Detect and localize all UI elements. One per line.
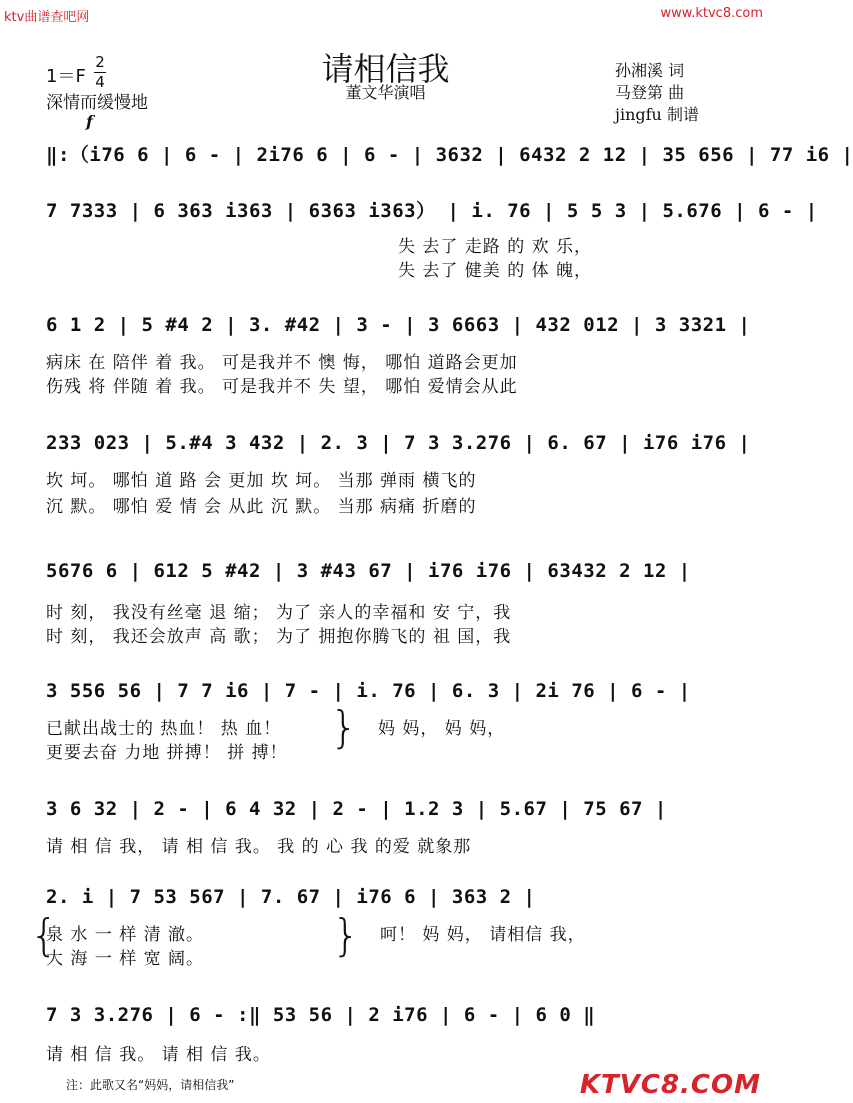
staff-row-2: 7 7333 | 6 363 i363 | 6363 i363） | i. 76 | 5 5 3 | 5.676 | 6 - | (46, 200, 818, 222)
lyric-row-6b: 更要去奋 力地 拼搏！ 拼 搏！ (46, 743, 288, 763)
brace-right-row-8: } (332, 910, 360, 961)
staff-row-9: 7 3 3.276 | 6 - :‖ 53 56 | 2 i76 | 6 - | 6 0 ‖ (46, 1004, 596, 1026)
brace-right-row-6: } (330, 702, 358, 753)
lyric-row-4a: 坎 坷。 哪怕 道 路 会 更加 坎 坷。 当那 弹雨 横飞的 (46, 471, 477, 491)
watermark-top-right: www.ktvc8.com (660, 6, 763, 21)
staff-row-7: 3 6 32 | 2 - | 6 4 32 | 2 - | 1.2 3 | 5.67 | 75 67 | (46, 798, 667, 820)
song-title: 请相信我 (321, 50, 450, 88)
lyric-row-2a: 失 去了 走路 的 欢 乐， (398, 237, 593, 257)
staff-row-4: 233 023 | 5.#4 3 432 | 2. 3 | 7 3 3.276 | 6. 67 | i76 i76 | (46, 432, 751, 454)
brace-left-row-8: { (30, 910, 58, 961)
dynamic-marking: f (86, 112, 93, 131)
lyric-row-2b: 失 去了 健美 的 体 魄， (398, 261, 593, 281)
staff-row-6: 3 556 56 | 7 7 i6 | 7 - | i. 76 | 6. 3 | 2i 76 | 6 - | (46, 680, 691, 702)
time-numerator: 2 (95, 53, 105, 71)
lyric-row-3a: 病床 在 陪伴 着 我。 可是我并不 懊 悔， 哪怕 道路会更加 (46, 353, 518, 373)
transcriber: jingfu 制谱 (615, 105, 699, 124)
key-signature: 1＝F (46, 66, 86, 87)
lyric-row-6a: 已献出战士的 热血！ 热 血！ (46, 719, 282, 739)
lyric-row-6c: 妈 妈， 妈 妈， (378, 719, 506, 739)
watermark-top-left: ktv曲谱查吧网 (4, 10, 90, 25)
credits (615, 60, 699, 126)
lyric-row-5b: 时 刻， 我还会放声 高 歌； 为了 拥抱你腾飞的 祖 国，我 (46, 627, 512, 647)
lyric-row-8b: 大 海 一 样 宽 阔。 (46, 949, 205, 969)
watermark-bottom-right: KTVC8.COM (579, 1070, 761, 1100)
staff-row-5: 5676 6 | 612 5 #42 | 3 #43 67 | i76 i76 | 63432 2 12 | (46, 560, 691, 582)
composer: 马登第 曲 (615, 83, 685, 102)
time-signature (94, 55, 106, 90)
lyric-row-4b: 沉 默。 哪怕 爱 情 会 从此 沉 默。 当那 病痛 折磨的 (46, 497, 477, 517)
lyric-row-3b: 伤残 将 伴随 着 我。 可是我并不 失 望， 哪怕 爱情会从此 (46, 377, 518, 397)
lyric-row-8c: 呵！ 妈 妈， 请相信 我， (380, 925, 586, 945)
time-denominator: 4 (95, 73, 105, 91)
lyric-row-8a: 泉 水 一 样 清 澈。 (46, 925, 205, 945)
staff-row-1: ‖:（i76 6 | 6 - | 2i76 6 | 6 - | 3632 | 6432 2 12 | 35 656 | 77 i6 | (46, 144, 853, 166)
tempo-marking: 深情而缓慢地 (46, 93, 148, 113)
singer-credit: 董文华演唱 (345, 83, 426, 102)
lyric-row-7a: 请 相 信 我， 请 相 信 我。 我 的 心 我 的爱 就象那 (46, 837, 472, 857)
lyric-row-5a: 时 刻， 我没有丝毫 退 缩； 为了 亲人的幸福和 安 宁，我 (46, 603, 512, 623)
lyricist: 孙湘溪 词 (615, 61, 685, 80)
staff-row-8: 2. i | 7 53 567 | 7. 67 | i76 6 | 363 2 | (46, 886, 536, 908)
lyric-row-9a: 请 相 信 我。 请 相 信 我。 (46, 1045, 271, 1065)
staff-row-3: 6 1 2 | 5 #4 2 | 3. #42 | 3 - | 3 6663 | 432 012 | 3 3321 | (46, 314, 751, 336)
footnote: 注：此歌又名“妈妈，请相信我” (66, 1078, 235, 1092)
